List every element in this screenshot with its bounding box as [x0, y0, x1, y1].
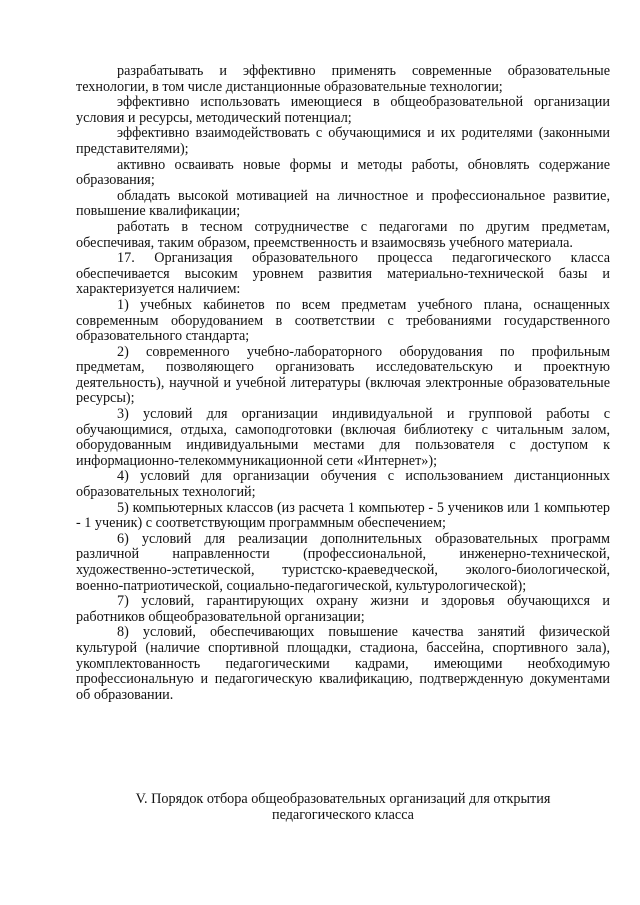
section-heading — [76, 792, 610, 823]
item-text: условий для организации обучения с использованием дистанционных образовательных технологий; — [76, 468, 611, 501]
item-number: 3) — [117, 406, 129, 423]
item-number: 7) — [117, 593, 129, 610]
item-text: условий, гарантирующих охрану жизни и здоровья обучающихся и работников общеобразовательной организации; — [76, 593, 611, 625]
item-number: 5) — [117, 499, 129, 516]
section-heading-line-1: V. Порядок отбора общеобразовательных организаций для открытия — [135, 791, 551, 807]
competency-paragraph: разрабатывать и эффективно применять современные образовательные технологии, в том числе дистанционные образовательные технологии; — [76, 63, 610, 95]
item-text: компьютерных классов (из расчета 1 компьютер - 5 учеников или 1 компьютер - 1 ученик) с соответствующим программным обеспечением; — [76, 499, 610, 532]
clause-number: 17. — [117, 250, 135, 267]
list-item — [76, 594, 610, 625]
item-text: условий для организации индивидуальной и групповой работы с обучающимися, отдыха, самоподготовки (включая библиотеку с читальным залом, оборудованным индивидуальными местами для пользователя с доступом к информационно-телекоммуникационной сети «Интернет»); — [76, 406, 610, 469]
competency-paragraph: эффективно взаимодействовать с обучающимися и их родителями (законными представителями); — [76, 125, 610, 157]
document-body — [76, 64, 610, 703]
list-item — [76, 532, 610, 594]
list-item — [76, 298, 610, 345]
item-text: условий для реализации дополнительных образовательных программ различной направленности (профессиональной, инженерно-технической, художественно-эстетической, туристско-краеведческой, эколого-биологической, военно-патриотической, социально-педагогической, культурологической); — [76, 530, 610, 594]
list-item — [76, 407, 610, 469]
item-number: 8) — [117, 624, 129, 641]
item-number: 4) — [117, 468, 129, 485]
competency-paragraph: работать в тесном сотрудничестве с педагогами по другим предметам, обеспечивая, таким образом, преемственность и взаимосвязь учебного материала. — [76, 218, 610, 251]
item-number: 2) — [117, 343, 129, 360]
clause-text: Организация образовательного процесса педагогического класса обеспечивается высоким уровнем развития материально-технической базы и характеризуется наличием: — [76, 250, 611, 298]
competency-paragraph: активно осваивать новые формы и методы работы, обновлять содержание образования; — [76, 156, 610, 189]
list-item — [76, 469, 610, 500]
list-item — [76, 501, 610, 532]
item-number: 1) — [117, 296, 129, 313]
item-number: 6) — [117, 530, 129, 547]
list-item — [76, 345, 610, 407]
competency-paragraph: обладать высокой мотивацией на личностное и профессиональное развитие, повышение квалификации; — [76, 187, 610, 220]
competency-paragraph: эффективно использовать имеющиеся в общеобразовательной организации условия и ресурсы, методический потенциал; — [76, 94, 610, 126]
item-text: современного учебно-лабораторного оборудования по профильным предметам, позволяющего организовать исследовательскую и проектную деятельность), научной и учебной литературы (включая электронные образовательные ресурсы); — [76, 343, 610, 407]
section-heading-line-2: педагогического класса — [272, 806, 414, 823]
list-item — [76, 625, 610, 703]
clause-17 — [76, 251, 610, 298]
item-text: учебных кабинетов по всем предметам учебного плана, оснащенных современным оборудованием в соответствии с требованиями государственного образовательного стандарта; — [76, 296, 611, 345]
item-text: условий, обеспечивающих повышение качества занятий физической культурой (наличие спортивной площадки, стадиона, бассейна, спортивного зала), укомплектованность педагогическими кадрами, имеющими необходимую профессиональную и педагогическую квалификацию, подтвержденную документами об образовании. — [76, 624, 610, 703]
